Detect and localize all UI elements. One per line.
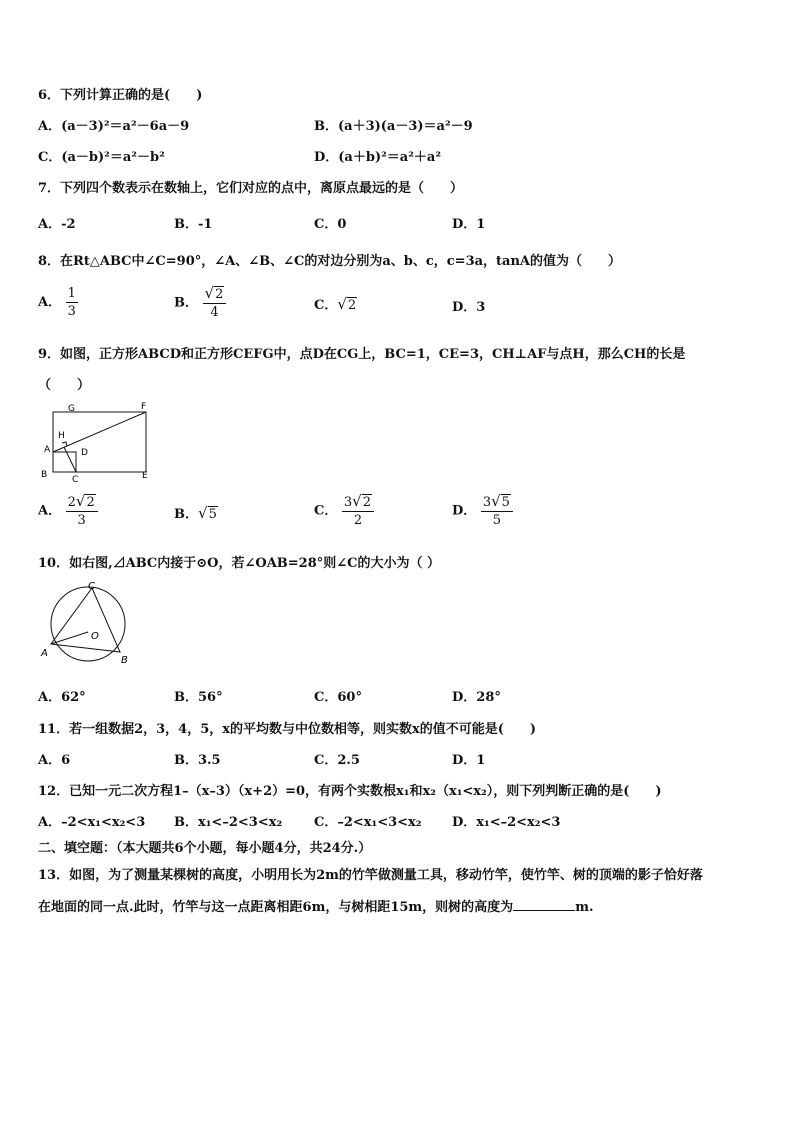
q8-option-c: C．√2 (314, 295, 357, 313)
q7-option-b: B．-1 (174, 217, 213, 232)
question-11-stem: 11．若一组数据2，3，4，5，x的平均数与中位数相等，则实数x的值不可能是( ) (38, 722, 537, 737)
q10-option-a: A．62° (38, 690, 86, 705)
question-12-stem: 12．已知一元二次方程1–（x–3）（x+2）=0，有两个实数根x₁和x₂（x₁<x₂），则下列判断正确的是( ) (38, 784, 662, 799)
q9-option-b: B．√5 (174, 504, 217, 522)
q10-option-d: D．28° (452, 690, 501, 705)
q11-option-a: A．6 (38, 753, 71, 768)
q7-option-a: A．-2 (38, 217, 76, 232)
q10-circle-figure (36, 576, 142, 668)
label-g: G (68, 404, 75, 414)
label-o: O (91, 631, 99, 642)
question-13-line-2: 在地面的同一点.此时，竹竿与这一点距离相距6m，与树相距15m，则树的高度为 m. (38, 900, 594, 915)
q9-option-c: C． $\frac{3√2}{2}$ (314, 493, 374, 529)
q12-option-a: A．–2<x₁<x₂<3 (38, 815, 146, 830)
q9-squares-figure (36, 400, 158, 484)
section-2-heading: 二、填空题：（本大题共6个小题，每小题4分，共24分.） (38, 841, 372, 856)
q11-option-b: B．3.5 (174, 753, 221, 768)
label-a: A (41, 648, 48, 659)
q11-option-c: C．2.5 (314, 753, 360, 768)
label-e: E (142, 471, 148, 481)
question-7-stem: 7．下列四个数表示在数轴上，它们对应的点中，离原点最远的是（ ） (38, 181, 464, 196)
line-ch (64, 447, 76, 472)
q9-option-a: A． $\frac{2√2}{3}$ (38, 493, 98, 529)
q12-option-b: B．x₁<–2<3<x₂ (174, 815, 283, 830)
right-angle-mark (62, 442, 67, 446)
q10-option-b: B．56° (174, 690, 223, 705)
q10-option-c: C．60° (314, 690, 362, 705)
question-13-line-1: 13．如图，为了测量某棵树的高度，小明用长为2m的竹竿做测量工具，移动竹竿，使竹竿、树的顶端的影子恰好落 (38, 868, 703, 883)
q8-option-d: D．3 (452, 300, 486, 315)
q6-option-a: A．(a－3)²＝a²－6a－9 (38, 119, 190, 134)
square-abcd (53, 452, 76, 472)
q8-option-a: A． $\frac{1}{3}$ (38, 286, 76, 319)
question-6-stem: 6．下列计算正确的是( ) (38, 88, 203, 103)
line-oa (51, 632, 88, 644)
label-f: F (141, 402, 147, 412)
label-b: B (41, 470, 48, 480)
label-d: D (81, 448, 88, 458)
q6-option-d: D．(a＋b)²＝a²＋a² (314, 150, 442, 165)
q8-option-b: B． $\frac{√2}{4}$ (174, 285, 226, 321)
label-c: C (72, 475, 79, 484)
q6-option-b: B．(a＋3)(a－3)＝a²－9 (314, 119, 473, 134)
question-9-paren: （ ） (38, 378, 91, 393)
label-a: A (44, 445, 51, 455)
question-9-stem: 9．如图，正方形ABCD和正方形CEFG中，点D在CG上，BC=1，CE=3，CH⊥AF与点H，那么CH的长是 (38, 347, 686, 362)
q12-option-c: C．–2<x₁<3<x₂ (314, 815, 422, 830)
q9-option-d: D． $\frac{3√5}{5}$ (452, 493, 513, 529)
label-b: B (121, 655, 128, 666)
question-8-stem: 8．在Rt△ABC中∠C=90°，∠A、∠B、∠C的对边分别为a、b、c，c=3a，tanA的值为（ ） (38, 254, 622, 269)
square-cefg (53, 412, 146, 472)
question-10-stem: 10．如右图,⊿ABC内接于⊙O，若∠OAB=28°则∠C的大小为（ ） (38, 556, 441, 571)
q12-option-d: D．x₁<–2<x₂<3 (452, 815, 561, 830)
q7-option-d: D．1 (452, 217, 486, 232)
answer-blank[interactable] (513, 898, 575, 911)
circle-o (51, 587, 125, 661)
label-c: C (88, 581, 95, 592)
q11-option-d: D．1 (452, 753, 486, 768)
label-h: H (58, 431, 65, 441)
triangle-abc (51, 588, 120, 652)
q7-option-c: C．0 (314, 217, 347, 232)
q6-option-c: C．(a－b)²＝a²－b² (38, 150, 165, 165)
